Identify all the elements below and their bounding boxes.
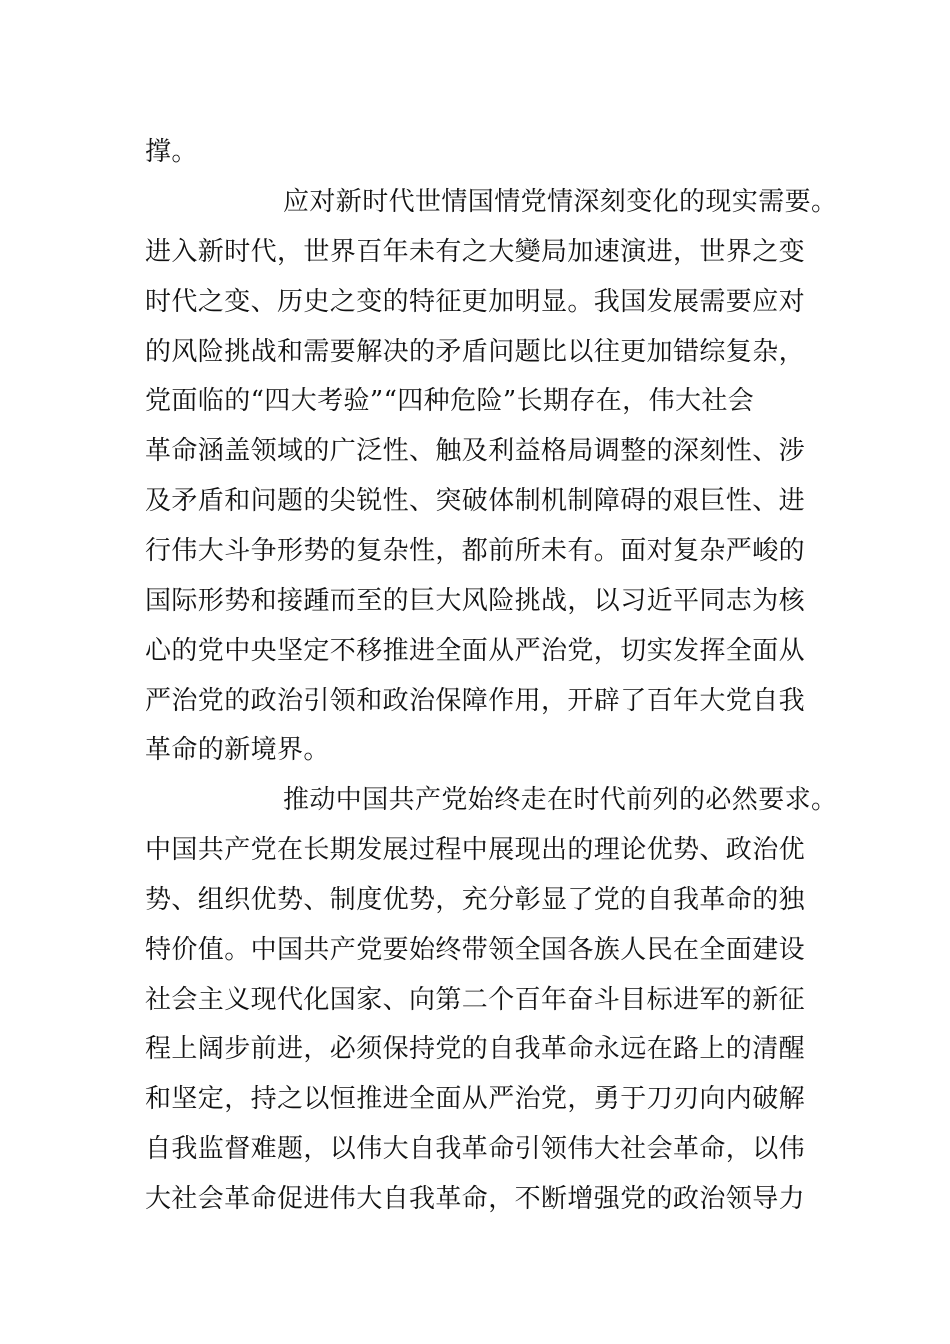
text-line: 时代之变、历史之变的特征更加明显。我国发展需要应对 <box>145 287 806 317</box>
text-line: 社会主义现代化国家、向第二个百年奋斗目标进军的新征 <box>145 985 806 1015</box>
text-line: 严治党的政治引领和政治保障作用，开辟了百年大党自我 <box>145 686 806 716</box>
text-line: 党面临的“四大考验”“四种危险”长期存在，伟大社会 <box>145 386 755 416</box>
text-line: 特价值。中国共产党要始终带领全国各族人民在全面建设 <box>145 935 806 965</box>
text-line: 革命的新境界。 <box>145 735 330 765</box>
text-line: 革命涵盖领域的广泛性、触及利益格局调整的深刻性、涉 <box>145 436 806 466</box>
section-heading-line: 推动中国共产党始终走在时代前列的必然要求。 <box>283 785 838 815</box>
text-line: 程上阔步前进，必须保持党的自我革命永远在路上的清醒 <box>145 1034 806 1064</box>
text-line: 势、组织优势、制度优势，充分彰显了党的自我革命的独 <box>145 885 806 915</box>
text-line: 撑。 <box>145 137 198 167</box>
text-line: 心的党中央坚定不移推进全面从严治党，切实发挥全面从 <box>145 636 806 666</box>
text-line: 进入新时代，世界百年未有之大變局加速演进，世界之变 <box>145 237 806 267</box>
text-line: 的风险挑战和需要解决的矛盾问题比以往更加错综复杂， <box>145 337 806 367</box>
text-line: 及矛盾和问题的尖锐性、突破体制机制障碍的艰巨性、进 <box>145 486 806 516</box>
text-line: 自我监督难题，以伟大自我革命引领伟大社会革命，以伟 <box>145 1134 806 1164</box>
section-heading-line: 应对新时代世情国情党情深刻变化的现实需要。 <box>283 187 838 217</box>
text-line: 大社会革命促进伟大自我革命，不断增强党的政治领导力 <box>145 1184 806 1214</box>
text-line: 国际形势和接踵而至的巨大风险挑战，以习近平同志为核 <box>145 586 806 616</box>
text-line: 中国共产党在长期发展过程中展现出的理论优势、政治优 <box>145 835 806 865</box>
text-line: 行伟大斗争形势的复杂性，都前所未有。面对复杂严峻的 <box>145 536 806 566</box>
text-line: 和坚定，持之以恒推进全面从严治党，勇于刀刃向内破解 <box>145 1084 806 1114</box>
